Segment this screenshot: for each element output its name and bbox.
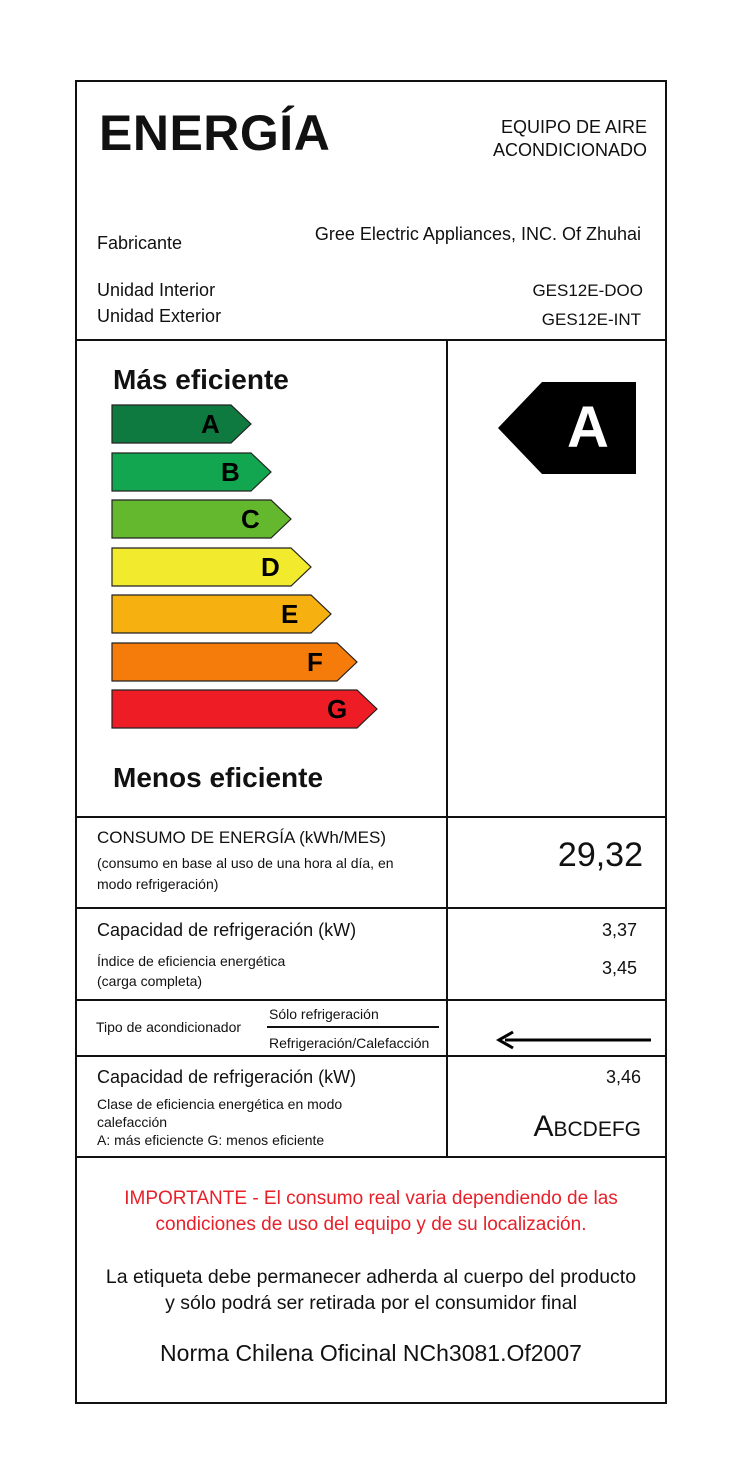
selected-option-arrow-icon — [495, 1030, 655, 1050]
label-title: ENERGÍA — [99, 105, 331, 161]
heating-class-line2: calefacción — [97, 1114, 168, 1130]
energy-label — [75, 80, 667, 1404]
outdoor-unit-value: GES12E-INT — [541, 310, 641, 329]
important-line2: condiciones de uso del equipo y de su localización. — [155, 1214, 587, 1235]
divider — [446, 816, 448, 1156]
label-notice — [77, 1264, 665, 1316]
efficiency-index-line2: (carga completa) — [97, 973, 203, 989]
efficiency-bar-letter: E — [281, 599, 299, 629]
conditioner-option-heating: Refrigeración/Calefacción — [269, 1035, 430, 1051]
manufacturer-value: Gree Electric Appliances, INC. Of Zhuhai — [314, 224, 641, 244]
conditioner-option-cooling: Sólo refrigeración — [269, 1006, 379, 1022]
efficiency-bar-letter: B — [221, 456, 240, 487]
divider — [77, 1055, 665, 1057]
consumption-note — [97, 853, 394, 895]
important-note — [77, 1186, 665, 1238]
indoor-unit-label: Unidad Interior — [97, 280, 216, 300]
equipment-type-line2: ACONDICIONADO — [492, 140, 647, 160]
scale-bottom-label: Menos eficiente — [113, 762, 324, 793]
efficiency-index-line1: Índice de eficiencia energética — [97, 953, 286, 969]
efficiency-bar-letter: C — [241, 504, 260, 534]
conditioner-type-label: Tipo de acondicionador — [96, 1019, 242, 1035]
efficiency-bar-d — [111, 547, 313, 587]
efficiency-bar-c — [111, 499, 293, 539]
efficiency-index-label — [97, 951, 285, 991]
efficiency-bar-letter: F — [307, 646, 323, 677]
important-line1: IMPORTANTE - El consumo real varia dependiendo de las — [124, 1188, 618, 1209]
efficiency-bar-a — [111, 404, 253, 444]
heating-class-letters — [533, 1109, 641, 1150]
divider — [77, 816, 665, 818]
consumption-value: 29,32 — [557, 836, 643, 874]
rating-letter: A — [567, 395, 609, 460]
heating-class-others: BCDEFG — [553, 1118, 641, 1141]
efficiency-bar-b — [111, 452, 273, 492]
efficiency-bar-g — [111, 689, 379, 729]
heating-class-line3: A: más eficiencte G: menos eficiente — [97, 1132, 325, 1148]
notice-line1: La etiqueta debe permanecer adherda al cuerpo del producto — [105, 1266, 637, 1288]
scale-top-label: Más eficiente — [113, 364, 289, 395]
cooling-capacity-value: 3,37 — [601, 920, 637, 940]
divider — [77, 1156, 665, 1158]
consumption-note-line2: modo refrigeración) — [97, 876, 219, 892]
heating-class-selected: A — [533, 1110, 554, 1143]
divider — [77, 339, 665, 341]
divider — [77, 999, 665, 1001]
heating-class-label — [97, 1095, 342, 1149]
heating-class-line1: Clase de eficiencia energética en modo — [97, 1096, 343, 1112]
heating-capacity-label: Capacidad de refrigeración (kW) — [97, 1067, 357, 1087]
norma-reference: Norma Chilena Oficinal NCh3081.Of2007 — [160, 1340, 582, 1366]
efficiency-bar-letter: D — [261, 551, 280, 582]
option-separator — [267, 1026, 439, 1028]
heating-capacity-value: 3,46 — [605, 1067, 641, 1087]
equipment-type-line1: EQUIPO DE AIRE — [500, 117, 647, 137]
consumption-label: CONSUMO DE ENERGÍA (kWh/MES) — [97, 828, 387, 847]
cooling-capacity-label: Capacidad de refrigeración (kW) — [97, 920, 357, 940]
manufacturer-label: Fabricante — [97, 233, 183, 253]
efficiency-bar-f — [111, 642, 359, 682]
notice-line2: y sólo podrá ser retirada por el consumidor final — [165, 1292, 577, 1314]
efficiency-index-value: 3,45 — [601, 958, 637, 978]
indoor-unit-value: GES12E-DOO — [532, 281, 643, 300]
efficiency-bar-letter: A — [201, 409, 220, 439]
outdoor-unit-label: Unidad Exterior — [97, 306, 222, 326]
equipment-type — [493, 116, 647, 162]
divider — [77, 907, 665, 909]
efficiency-bar-e — [111, 594, 333, 634]
consumption-note-line1: (consumo en base al uso de una hora al día, en — [97, 855, 394, 871]
efficiency-bar-letter: G — [327, 694, 348, 724]
